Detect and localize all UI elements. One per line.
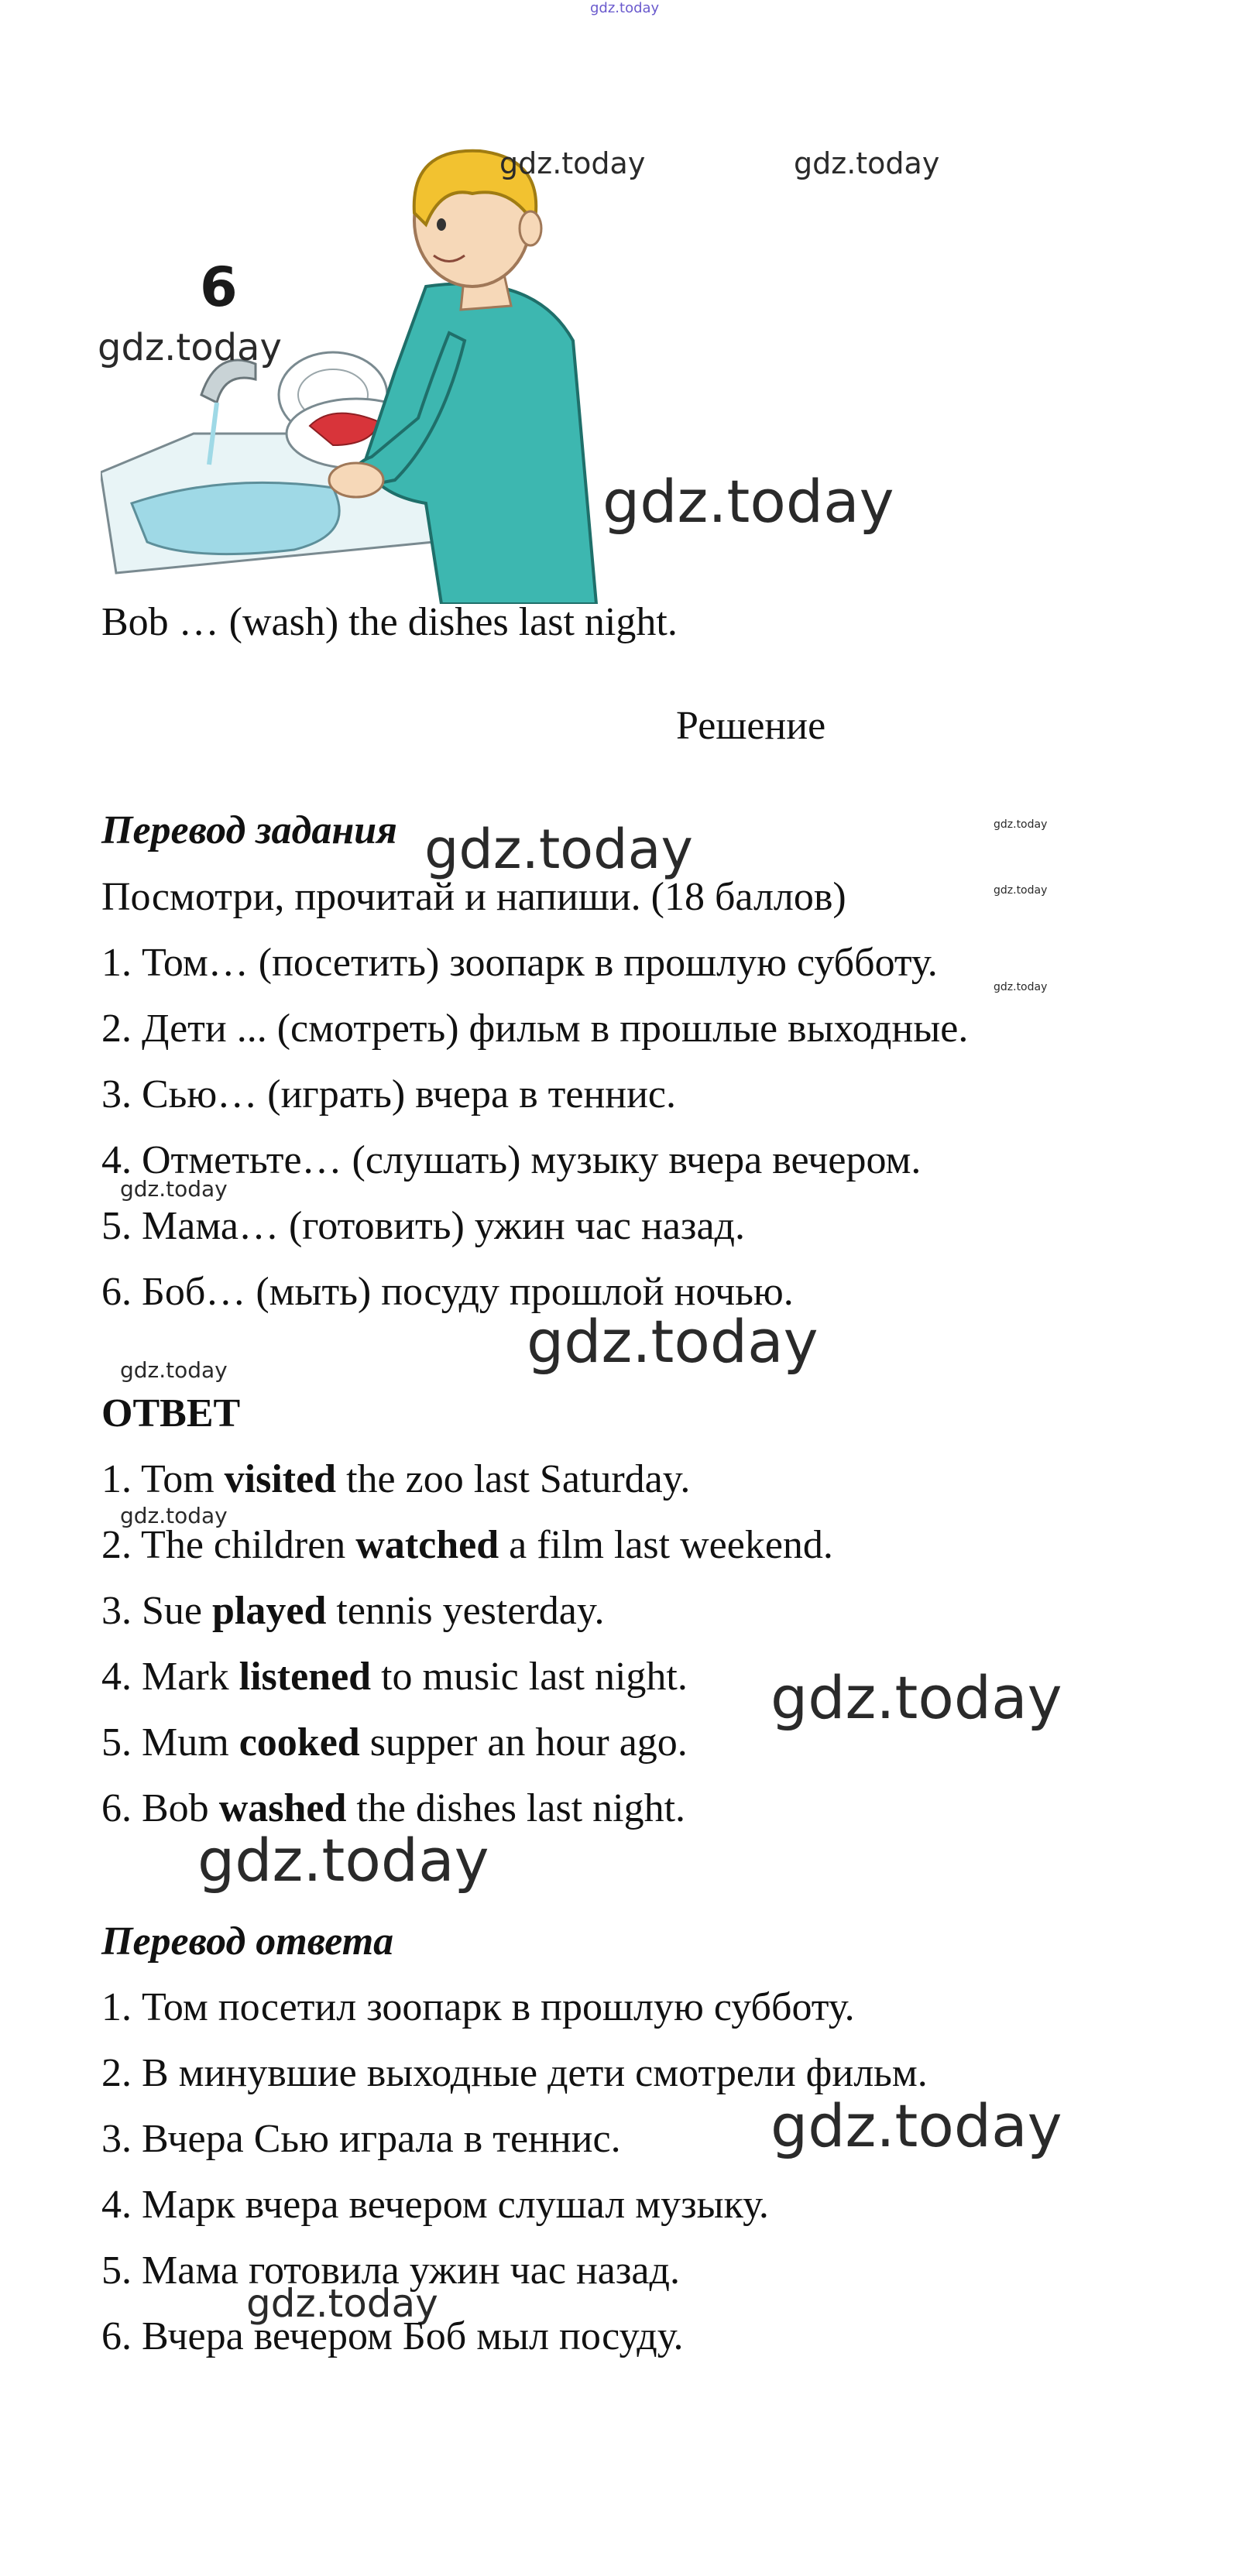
watermark: gdz.today xyxy=(590,0,660,16)
answer-item xyxy=(101,1786,686,1830)
watermark: gdz.today xyxy=(602,467,894,536)
task-item: 6. Боб… (мыть) посуду прошлой ночью. xyxy=(101,1270,794,1314)
answer-text: tennis yesterday. xyxy=(326,1589,605,1633)
answer-text: the zoo last Saturday. xyxy=(336,1457,691,1501)
answer-item xyxy=(101,1591,604,1631)
task-translation-heading: Перевод задания xyxy=(101,808,397,852)
answer-item xyxy=(101,1720,688,1765)
task-item: 4. Отметьте… (слушать) музыку вчера вечером. xyxy=(101,1138,922,1182)
answer-verb: cooked xyxy=(239,1720,360,1765)
task-item: 3. Сью… (играть) вчера в теннис. xyxy=(101,1072,677,1116)
exercise-sentence: Bob … (wash) the dishes last night. xyxy=(101,600,678,644)
answer-verb: watched xyxy=(355,1523,499,1567)
watermark: gdz.today xyxy=(994,818,1048,831)
answer-translation-item: 1. Том посетил зоопарк в прошлую субботу. xyxy=(101,1985,855,2029)
answer-verb: visited xyxy=(224,1457,337,1501)
answer-translation-item: 5. Мама готовила ужин час назад. xyxy=(101,2248,680,2293)
watermark: gdz.today xyxy=(120,1503,228,1528)
answer-text: 3. Sue xyxy=(101,1589,212,1633)
answer-verb: washed xyxy=(218,1786,347,1830)
answer-text: 4. Mark xyxy=(101,1655,239,1699)
boy-washing-dishes-illustration xyxy=(101,139,635,604)
task-instruction: Посмотри, прочитай и напиши. (18 баллов) xyxy=(101,875,846,919)
task-item: 5. Мама… (готовить) ужин час назад. xyxy=(101,1204,745,1248)
watermark: gdz.today xyxy=(771,1663,1062,1732)
watermark: gdz.today xyxy=(197,1826,489,1895)
answer-translation-heading: Перевод ответа xyxy=(101,1919,394,1964)
answer-text: 1. Tom xyxy=(101,1457,225,1501)
watermark: gdz.today xyxy=(794,146,940,180)
watermark: gdz.today xyxy=(994,981,1048,993)
answer-text: the dishes last night. xyxy=(346,1786,686,1830)
exercise-number: 6 xyxy=(200,256,238,319)
watermark: gdz.today xyxy=(771,2091,1062,2160)
answer-translation-item: 3. Вчера Сью играла в теннис. xyxy=(101,2117,621,2161)
watermark: gdz.today xyxy=(120,1357,228,1383)
answer-translation-item: 2. В минувшие выходные дети смотрели фильм. xyxy=(101,2051,928,2095)
answer-item xyxy=(101,1525,833,1566)
answer-item xyxy=(101,1457,691,1501)
answer-text: supper an hour ago. xyxy=(359,1720,688,1765)
answer-translation-item: 4. Марк вчера вечером слушал музыку. xyxy=(101,2183,769,2227)
watermark: gdz.today xyxy=(120,1176,228,1202)
solution-heading: Решение xyxy=(676,704,826,748)
watermark: gdz.today xyxy=(994,884,1048,897)
answer-text: 6. Bob xyxy=(101,1786,219,1830)
answer-item xyxy=(101,1657,688,1697)
watermark: gdz.today xyxy=(499,146,646,180)
answer-translation-item: 6. Вчера вечером Боб мыл посуду. xyxy=(101,2314,684,2358)
answer-verb: played xyxy=(212,1589,327,1633)
watermark: gdz.today xyxy=(98,326,282,369)
task-item: 1. Том… (посетить) зоопарк в прошлую субботу. xyxy=(101,941,938,985)
answer-heading: ОТВЕТ xyxy=(101,1391,241,1435)
task-item: 2. Дети ... (смотреть) фильм в прошлые выходные. xyxy=(101,1007,969,1051)
watermark: gdz.today xyxy=(527,1307,819,1376)
answer-text: to music last night. xyxy=(371,1655,688,1699)
answer-verb: listened xyxy=(239,1655,372,1699)
watermark: gdz.today xyxy=(246,2281,438,2326)
answer-text: a film last weekend. xyxy=(499,1523,833,1567)
answer-text: 2. The children xyxy=(101,1523,356,1567)
watermark: gdz.today xyxy=(424,818,693,881)
answer-text: 5. Mum xyxy=(101,1720,239,1765)
